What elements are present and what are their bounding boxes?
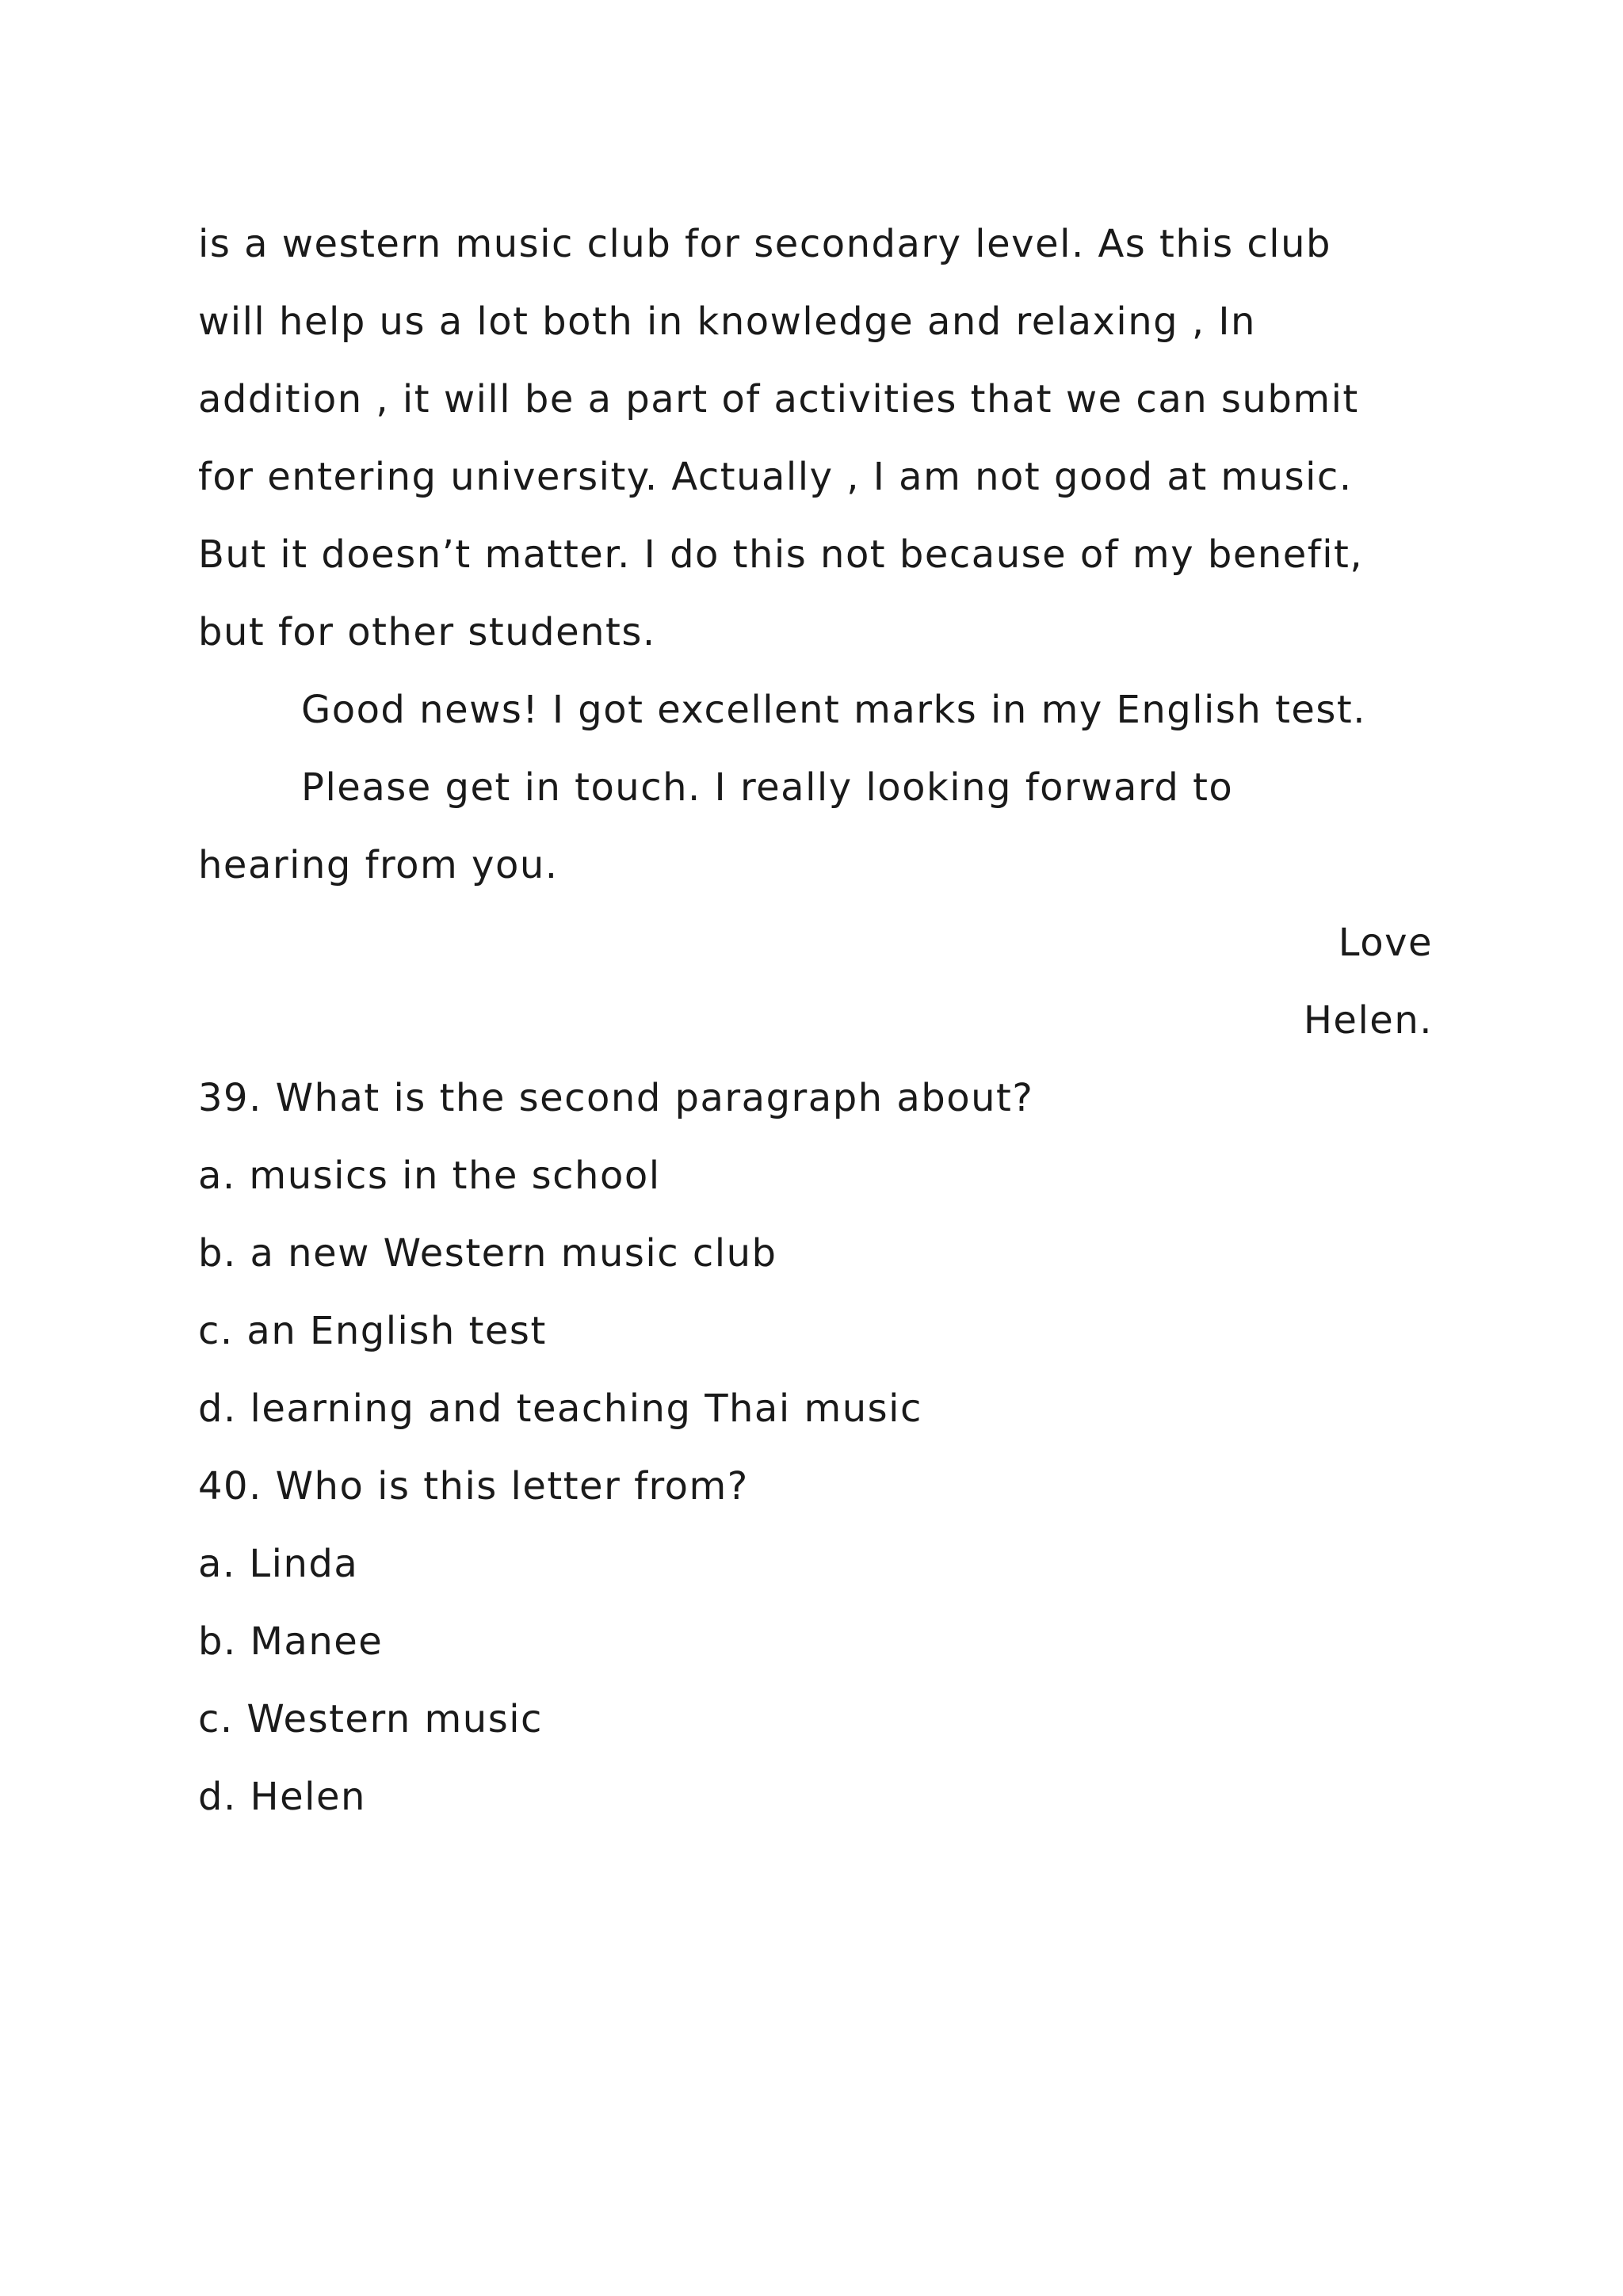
signature: Helen. (1303, 998, 1433, 1043)
closing-line: Please get in touch. I really looking forward to (301, 765, 1234, 810)
letter-line: for entering university. Actually , I am not good at music. (198, 455, 1353, 499)
closing-line: hearing from you. (198, 843, 559, 887)
answer-option: d. learning and teaching Thai music (198, 1386, 922, 1431)
answer-option: c. Western music (198, 1697, 543, 1741)
letter-line: is a western music club for secondary level. As this club (198, 222, 1332, 266)
answer-option: a. Linda (198, 1542, 359, 1586)
sign-off: Love (1338, 921, 1433, 965)
answer-option: d. Helen (198, 1775, 366, 1819)
letter-line: addition , it will be a part of activities that we can submit (198, 377, 1359, 421)
question-40: 40. Who is this letter from? (198, 1464, 749, 1508)
answer-option: c. an English test (198, 1309, 547, 1353)
letter-line: but for other students. (198, 610, 656, 654)
good-news-line: Good news! I got excellent marks in my English test. (301, 688, 1366, 732)
question-39: 39. What is the second paragraph about? (198, 1076, 1034, 1120)
letter-line: will help us a lot both in knowledge and relaxing , In (198, 299, 1256, 344)
letter-line: But it doesn’t matter. I do this not because of my benefit, (198, 532, 1364, 577)
answer-option: b. a new Western music club (198, 1231, 777, 1276)
answer-option: b. Manee (198, 1619, 384, 1664)
answer-option: a. musics in the school (198, 1154, 661, 1198)
